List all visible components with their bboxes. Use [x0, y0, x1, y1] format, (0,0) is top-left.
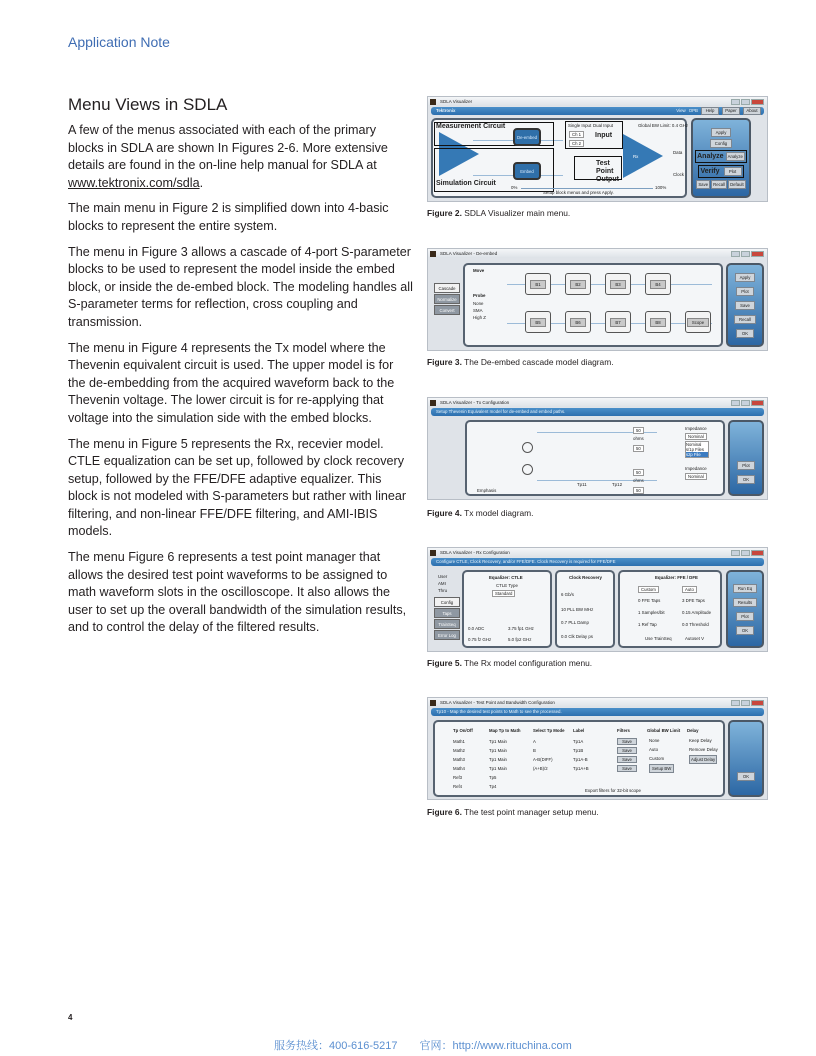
ctle-field: 3.75 fp1 GHz — [508, 626, 534, 631]
caption-text: The De-embed cascade model diagram. — [464, 357, 614, 367]
view-option: OPB — [688, 108, 698, 113]
tp-toggle: Math2 — [453, 748, 465, 753]
mode-select: A — [533, 739, 536, 744]
map-select: Tp1 Main — [489, 757, 507, 762]
app-icon — [430, 400, 436, 406]
mode-option: AMI — [438, 581, 446, 586]
progress-start: 0% — [511, 185, 518, 190]
column-header: Label — [573, 728, 585, 733]
caption-text: The Rx model configuration menu. — [464, 658, 593, 668]
verify-label: Verify — [700, 168, 720, 175]
figure-number: Figure 3. — [427, 357, 462, 367]
block-b1: B1 — [530, 280, 545, 289]
figure-2-caption — [427, 208, 570, 218]
dropdown-option: Nominal — [686, 442, 702, 447]
map-select: Tp1 Main — [489, 748, 507, 753]
figure-5-screenshot — [427, 547, 768, 652]
input-label: Input — [595, 132, 613, 139]
window-controls — [731, 251, 764, 257]
config-button: Config — [710, 139, 732, 148]
window-controls — [731, 550, 764, 556]
value-field: 50 — [633, 469, 644, 476]
app-icon — [430, 251, 436, 257]
tab-error-log: Error Log — [434, 630, 460, 640]
ffe-field: 1 Ref Tap — [638, 622, 657, 627]
bw-option: Custom — [649, 756, 665, 761]
footer-website[interactable]: 官网：http://www.rituchina.com — [419, 1040, 572, 1052]
control-panel — [726, 263, 764, 347]
ctle-field: 0.0 ADC — [468, 626, 485, 631]
app-icon — [430, 700, 436, 706]
plot-button: Plot — [736, 287, 754, 296]
label-field: Tp1A+B — [573, 766, 589, 771]
ctle-field: 5.0 fp2 GHz — [508, 637, 532, 642]
paragraph: The menu in Figure 5 represents the Rx, recevier model. CTLE equalization can be set up, followed by clock recovery setup, followed by the FFE/DFE adaptive equalizer. This block is not modeled with S-parameters but rather with linear filtering, and non-linear FFE/DFE filtering, and AMI-IBIS models. — [68, 436, 407, 539]
cascade-panel — [463, 263, 723, 347]
column-header: Delay — [687, 728, 699, 733]
column-header: Select Tp Mode — [533, 728, 565, 733]
status-text: Setup block menus and press Apply. — [543, 190, 614, 195]
test-point-label: Test Point Output — [596, 160, 619, 183]
ok-button: OK — [736, 329, 754, 338]
mode-option: Thru — [438, 588, 448, 593]
mode-select: B — [533, 748, 536, 753]
impedance-select: Nominal — [685, 433, 707, 440]
paragraph — [68, 122, 413, 192]
block-b5: B5 — [530, 318, 545, 327]
figure-6-screenshot — [427, 697, 768, 800]
plot-button: Plot — [737, 461, 755, 470]
embed-block: Embed — [513, 162, 541, 180]
paragraph: The menu Figure 6 represents a test point manager that allows the desired test point waveforms to be assigned to math waveform slots in the oscilloscope. It also allows the user to set up the overall bandwidth of the simulation results, and to control the delay of the filtered results. — [68, 550, 407, 635]
input-mode: Single Input — [568, 123, 592, 128]
filter-save-button: Save — [617, 765, 637, 772]
control-panel — [691, 118, 751, 198]
tab-taps: Taps — [434, 608, 460, 618]
tx-panel — [465, 420, 725, 496]
block-b8: B8 — [650, 318, 665, 327]
delay-option: Remove Delay — [689, 747, 718, 752]
block-scope: Scope — [687, 318, 709, 327]
save-button: Save — [735, 301, 755, 310]
paragraph: The main menu in Figure 2 is simplified down into 4-basic blocks to represent the entire system. — [68, 201, 389, 233]
help-button: Help — [701, 107, 719, 115]
figure-2-screenshot — [427, 96, 768, 202]
paragraph: The menu in Figure 3 allows a cascade of 4-port S-parameter blocks to be used to represent the model inside the embed block, or inside the de-embed block. The modeling handles all S-parameter terms for reflection, cross coupling and transmission. — [68, 244, 413, 329]
rx-label: Rx — [633, 154, 639, 159]
plot-button: Plot — [724, 167, 742, 176]
figure-number: Figure 5. — [427, 658, 462, 668]
ffe-field: 1 Samples/bit — [638, 610, 665, 615]
control-panel — [726, 570, 764, 648]
clock-field: 6 Gb/s — [561, 592, 574, 597]
info-banner: Configure CTLE, Clock Recovery, and/or FFE/DFE. Clock Recovery is required for FFE/DFE — [431, 558, 764, 566]
circuit-panel — [431, 118, 687, 198]
delay-option: Keep Delay — [689, 738, 712, 743]
figure-number: Figure 6. — [427, 807, 462, 817]
window-controls — [731, 700, 764, 706]
footer — [274, 1037, 572, 1053]
filter-save-button: Save — [617, 747, 637, 754]
column-header: Tp On/Off — [453, 728, 473, 733]
probe-option: None — [473, 301, 484, 306]
value-field: 50 — [633, 427, 644, 434]
window-title: SDLA Visualizer - Tx Configuration — [440, 400, 510, 405]
block-b4: B4 — [650, 280, 665, 289]
tab-config: Config — [434, 597, 460, 607]
tab-trainseq: TrainSeq — [434, 619, 460, 629]
view-option: View — [676, 108, 686, 113]
filter-save-button: Save — [617, 738, 637, 745]
map-select: Tp1 Main — [489, 739, 507, 744]
tab-normalize: Normalize — [434, 294, 460, 304]
recall-button: Recall — [734, 315, 756, 324]
caption-text: The test point manager setup menu. — [464, 807, 599, 817]
impedance-label: Impedance — [685, 426, 707, 431]
setup-bw-button: Setup BW — [649, 764, 674, 773]
figure-5-caption — [427, 658, 592, 668]
figure-number: Figure 4. — [427, 508, 462, 518]
column-header: Map Tp to Math — [489, 728, 521, 733]
probe-option: SMA — [473, 308, 483, 313]
ok-button: OK — [737, 772, 755, 781]
tp-toggle: Math4 — [453, 766, 465, 771]
block-b6: B6 — [570, 318, 585, 327]
figure-6-caption — [427, 807, 599, 817]
adjust-delay-button: Adjust Delay — [691, 757, 716, 762]
ok-button: OK — [737, 475, 755, 484]
column-headers — [453, 728, 723, 733]
map-select: Tp1 Main — [489, 766, 507, 771]
ref-toggle: Ref4 — [453, 784, 463, 789]
save-button: Save — [698, 182, 709, 187]
window-controls — [731, 400, 764, 406]
mode-select: (A+B)/2 — [533, 766, 548, 771]
tp-label: Tp11 — [577, 482, 587, 487]
impedance-dropdown — [685, 441, 709, 458]
clock-field: 10 PLL BW MHz — [561, 607, 594, 612]
dropdown-option: s/1p Files — [686, 447, 704, 452]
figure-4-caption — [427, 508, 533, 518]
tp-rows — [453, 737, 637, 791]
recall-button: Recall — [713, 182, 726, 187]
block-b3: B3 — [610, 280, 625, 289]
mode-select: A-B(DIFF) — [533, 757, 553, 762]
column-header: Global BW Limit — [647, 728, 681, 733]
ffe-field: 0.15 Amplitude — [682, 610, 712, 615]
running-header: Application Note — [68, 34, 170, 50]
apply-button: Apply — [735, 273, 756, 282]
run-eq-button: Run Eq — [733, 584, 757, 593]
tp-row — [453, 755, 637, 764]
checkbox-label: Autoset V — [685, 636, 705, 641]
window-controls — [731, 99, 764, 105]
ffe-field: 0.0 Threshold — [682, 622, 709, 627]
plot-button: Plot — [736, 612, 754, 621]
ctle-title: Equalizer: CTLE — [489, 575, 523, 580]
dropdown-option: s2p File — [686, 452, 708, 457]
caption-text: Tx model diagram. — [464, 508, 534, 518]
ctle-panel — [462, 570, 552, 648]
info-banner: Tp10 - Map the desired test points to Math to see the processed. — [431, 708, 764, 716]
control-panel — [728, 420, 764, 496]
move-label: Move — [473, 268, 485, 273]
unit-label: ohms — [633, 436, 644, 441]
tp-toggle: Math1 — [453, 739, 465, 744]
adapt-taps-select: Auto — [682, 586, 697, 593]
filter-save-button: Save — [617, 756, 637, 763]
window-title: SDLA Visualizer - Rx Configuration — [440, 550, 510, 555]
value-field: 50 — [633, 487, 644, 494]
probe-label: Probe — [473, 293, 486, 298]
impedance-select: Nominal — [685, 473, 707, 480]
test-point-panel — [433, 720, 725, 797]
label-field: Tp1A — [573, 739, 584, 744]
clock-output: Clock — [673, 172, 684, 177]
section-title: Menu Views in SDLA — [68, 95, 228, 114]
paragraph-end: . — [199, 175, 204, 190]
value-field: 50 — [633, 445, 644, 452]
figure-number: Figure 2. — [427, 208, 462, 218]
deembed-block: De-embed — [513, 128, 541, 146]
tab-cascade: Cascade — [434, 283, 460, 293]
probe-option: High Z — [473, 315, 486, 320]
block-b2: B2 — [570, 280, 585, 289]
column-header: Filters — [617, 728, 630, 733]
clock-title: Clock Recovery — [569, 575, 602, 580]
source-icon — [522, 464, 533, 475]
apply-button: Apply — [711, 128, 732, 137]
brand-label: Tektronix — [436, 108, 456, 113]
ctle-type-select: Standard — [492, 590, 515, 597]
ffe-field: 3 DFE Taps — [682, 598, 705, 603]
tp-row — [453, 764, 637, 773]
ref-toggle: Ref3 — [453, 775, 463, 780]
unit-label: ohms — [633, 478, 644, 483]
rx-triangle — [623, 134, 663, 178]
data-output: Data — [673, 150, 683, 155]
app-icon — [430, 550, 436, 556]
analyze-label: Analyze — [697, 153, 724, 160]
default-button: Default — [730, 182, 744, 187]
app-icon — [430, 99, 436, 105]
ref-map: Tp4 — [489, 784, 497, 789]
paragraph: The menu in Figure 4 represents the Tx model where the Thevenin equivalent circuit is used. The upper model is for the de-embedding from the acquired waveform back to the Thevenin voltage. The lower circuit is for re-applying that voltage into the simulation side with the embed blocks. — [68, 340, 395, 425]
checkbox-label: Use TrainSeq — [645, 636, 672, 641]
figure-4-screenshot — [427, 397, 768, 500]
footer-hotline: 服务热线：400-616-5217 — [274, 1040, 398, 1052]
tp-row — [453, 746, 637, 755]
tp-label: Tp12 — [612, 482, 623, 487]
clock-field: 0.7 PLL Damp — [561, 620, 589, 625]
ref-row — [453, 773, 637, 782]
ffe-field: 0 FFE Taps — [638, 598, 661, 603]
impedance-label: Impedance — [685, 466, 707, 471]
figure-3-screenshot — [427, 248, 768, 351]
tp-toggle: Math3 — [453, 757, 465, 762]
bw-limit-label: Global BW Limit: 0.4 GHz — [638, 123, 689, 128]
sdla-link[interactable]: www.tektronix.com/sdla — [68, 175, 200, 190]
analyze-button: Analyze — [727, 154, 743, 159]
mode-option: User — [438, 574, 448, 579]
label-field: Tp1B — [573, 748, 584, 753]
ref-map: Tp5 — [489, 775, 497, 780]
ok-button: OK — [736, 626, 754, 635]
export-checkbox: Export filters for 32-bit scope — [585, 788, 641, 793]
progress-end: 100% — [655, 185, 667, 190]
ctle-type-label: CTLE Type — [496, 583, 518, 588]
ffe-title: Equalizer: FFE / DFE — [655, 575, 698, 580]
body-text — [68, 122, 413, 645]
ctle-field: 0.75 fz GHz — [468, 637, 492, 642]
source-icon — [522, 442, 533, 453]
ffe-dfe-panel — [618, 570, 722, 648]
caption-text: SDLA Visualizer main menu. — [464, 208, 571, 218]
bw-option: Auto — [649, 747, 659, 752]
info-banner: Setup Thevenin Equivalent model for de-embed and embed paths. — [431, 408, 764, 416]
channel-select: Ch 2 — [569, 140, 584, 147]
input-mode: Dual Input — [593, 123, 614, 128]
results-button: Results — [733, 598, 757, 607]
paragraph-text: A few of the menus associated with each of the primary blocks in SDLA are shown In Figures 2-6. More extensive details are found in the on-line help manual for SDLA at — [68, 123, 388, 173]
block-b7: B7 — [610, 318, 625, 327]
tp-row — [453, 737, 637, 746]
about-button: About — [743, 107, 761, 115]
clock-field: 0.0 Clk Delay ps — [561, 634, 593, 639]
ffe-type-select: Custom — [638, 586, 659, 593]
label-field: Tp1A-B — [573, 757, 588, 762]
channel-select: Ch 1 — [569, 131, 584, 138]
clock-panel — [555, 570, 615, 648]
window-title: SDLA Visualizer — [440, 99, 473, 104]
measurement-label: Measurement Circuit — [436, 123, 506, 130]
page-number: 4 — [68, 1013, 73, 1022]
emphasis-option: Emphasis — [477, 488, 497, 493]
window-title: SDLA Visualizer - De-embed — [440, 251, 498, 256]
figure-3-caption — [427, 357, 614, 367]
window-title: SDLA Visualizer - Test Point and Bandwidth Configuration — [440, 700, 555, 705]
control-panel — [728, 720, 764, 797]
simulation-label: Simulation Circuit — [436, 180, 496, 187]
tab-convert: Convert — [434, 305, 460, 315]
bw-option: None — [649, 738, 660, 743]
paper-button: Paper — [722, 107, 740, 115]
